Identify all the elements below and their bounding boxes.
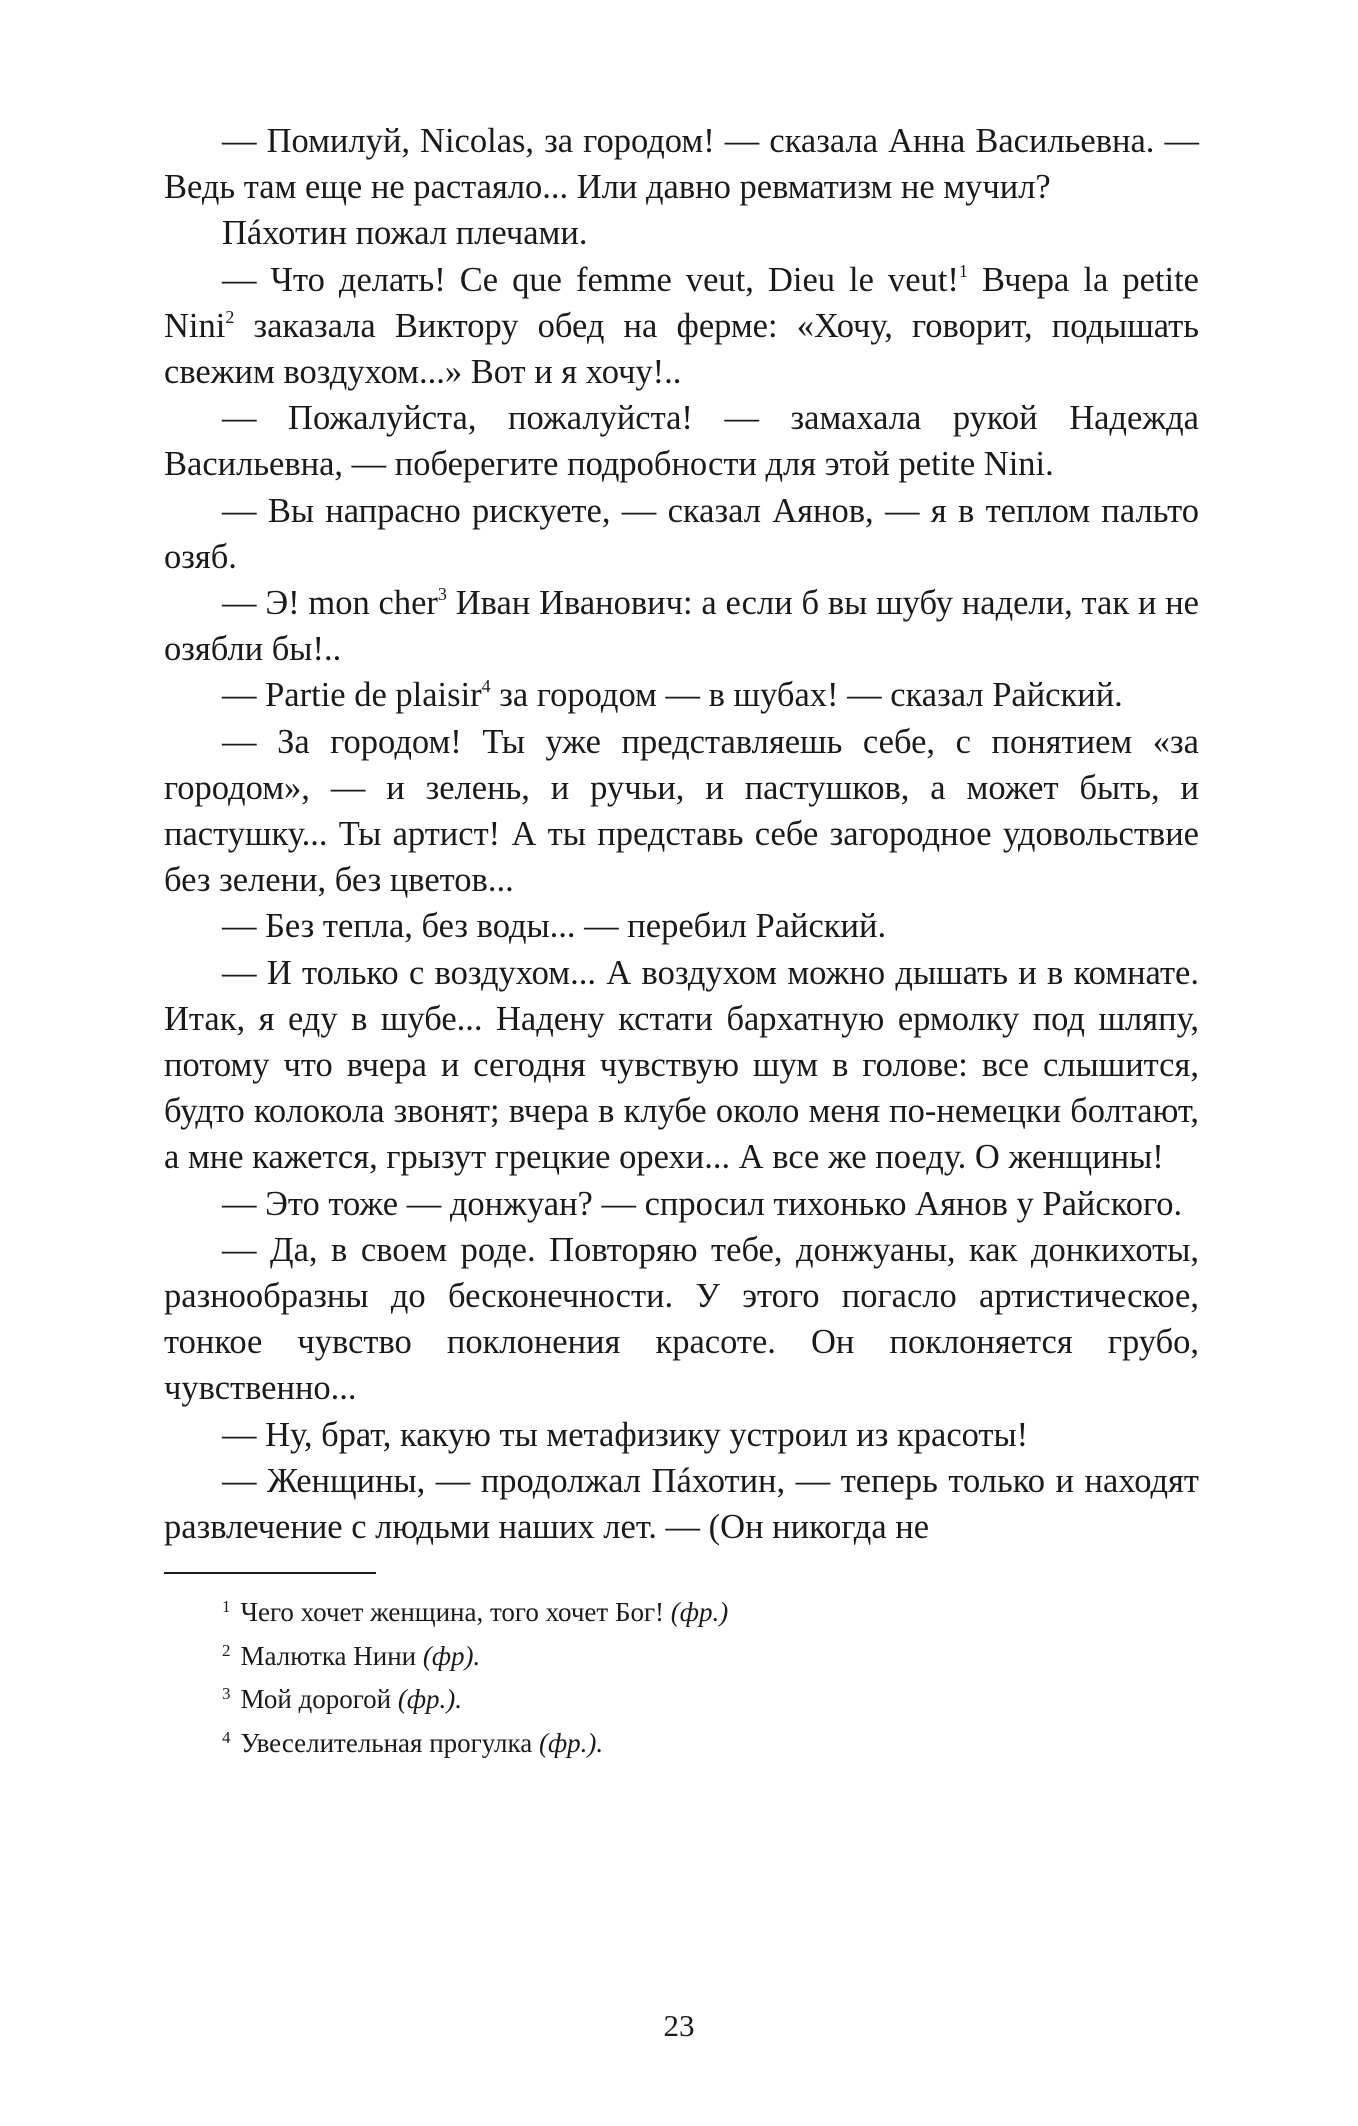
footnote-number: 4 xyxy=(222,1727,231,1747)
paragraph xyxy=(164,257,1199,396)
footnote-marker[interactable]: 4 xyxy=(481,676,491,697)
paragraph xyxy=(164,1458,1199,1550)
footnote xyxy=(164,1632,1199,1676)
footnote-text: Мой дорогой xyxy=(240,1684,398,1715)
page-number: 23 xyxy=(663,2008,695,2043)
text-run: за городом — в шубах! — сказал Райский. xyxy=(490,676,1123,715)
text-run: — И только с воздухом... А воздухом можно дышать и в комнате. Итак, я еду в шубе... Надену кстати бархатную ермолку под шляпу, потому что вчера и сегодня чувствую шум в голове: все слышится, будто колокола звонят; вчера в клубе около меня по-немецки болтают, а мне кажется, грызут грецкие орехи... А все же поеду. О женщины! xyxy=(164,953,1199,1177)
footnote-language-note: (фр.). xyxy=(538,1727,604,1758)
footnote-divider xyxy=(164,1572,376,1574)
footnote-number: 2 xyxy=(222,1640,231,1660)
footnote-marker[interactable]: 1 xyxy=(958,260,968,281)
footnote-language-note: (фр.). xyxy=(397,1684,463,1715)
text-run: — Пожалуйста, пожалуйста! — замахала рукой Надежда Васильевна, — поберегите подробности для этой petite Nini. xyxy=(164,399,1199,484)
text-run: заказала Виктору обед на ферме: «Хочу, говорит, подышать свежим воздухом...» Вот и я хочу!.. xyxy=(164,306,1199,392)
paragraph xyxy=(164,719,1199,904)
footnote-language-note: (фр). xyxy=(422,1640,481,1671)
text-run: — Ну, брат, какую ты метафизику устроил из красоты! xyxy=(222,1415,1029,1454)
text-run: — Женщины, — продолжал Пáхотин, — теперь только и находят развлечение с людьми наших лет. — (Он никогда не xyxy=(164,1461,1199,1547)
paragraph xyxy=(164,1227,1199,1412)
paragraph xyxy=(164,488,1199,580)
paragraph xyxy=(164,118,1199,210)
footnote-number: 1 xyxy=(222,1597,231,1617)
text-run: — Что делать! Ce que femme veut, Dieu le veut! xyxy=(222,260,959,299)
paragraph xyxy=(164,580,1199,672)
footnote xyxy=(164,1588,1199,1632)
footnote-text: Чего хочет женщина, того хочет Бог! xyxy=(240,1597,671,1628)
footnote-text: Увеселительная прогулка xyxy=(240,1727,539,1758)
footnote-text: Малютка Нини xyxy=(240,1640,423,1671)
paragraph xyxy=(164,903,1199,949)
footnote xyxy=(164,1675,1199,1719)
paragraph xyxy=(164,210,1199,256)
text-run: Иван Иванович: а если б вы шубу надели, так и не озябли бы!.. xyxy=(164,584,1199,669)
footnote-language-note: (фр.) xyxy=(670,1597,729,1628)
book-page xyxy=(164,118,1199,1762)
text-run: — Да, в своем роде. Повторяю тебе, донжуаны, как донкихоты, разнообразны до бесконечности. У этого погасло артистическое, тонкое чувство поклонения красоте. Он поклоняется грубо, чувственно... xyxy=(164,1230,1199,1408)
text-run: — Помилуй, Nicolas, за городом! — сказала Анна Васильевна. — Ведь там еще не растаяло... Или давно ревматизм не мучил? xyxy=(164,122,1199,207)
text-run: Пáхотин пожал плечами. xyxy=(222,214,588,253)
paragraph xyxy=(164,672,1199,718)
text-run: Вчера la petite Nini xyxy=(164,260,1199,345)
footnotes xyxy=(164,1588,1199,1762)
footnote-marker[interactable]: 2 xyxy=(225,306,235,327)
text-run: — За городом! Ты уже представляешь себе, с понятием «за городом», — и зелень, и ручьи, и пастушков, а может быть, и пастушку... Ты артист! А ты представь себе загородное удовольствие без зелени, без цветов... xyxy=(164,722,1199,900)
body-text xyxy=(164,118,1199,1550)
footnote-marker[interactable]: 3 xyxy=(437,584,447,605)
footnote-number: 3 xyxy=(222,1684,231,1704)
text-run: — Вы напрасно рискуете, — сказал Аянов, — я в теплом пальто озяб. xyxy=(164,491,1199,576)
text-run: — Э! mon cher xyxy=(222,584,438,623)
paragraph xyxy=(164,1412,1199,1458)
text-run: — Это тоже — донжуан? — спросил тихонько Аянов у Райского. xyxy=(222,1184,1183,1223)
footnote xyxy=(164,1719,1199,1763)
text-run: — Без тепла, без воды... — перебил Райский. xyxy=(222,907,887,946)
paragraph xyxy=(164,395,1199,487)
paragraph xyxy=(164,950,1199,1181)
text-run: — Partie de plaisir xyxy=(222,676,482,715)
paragraph xyxy=(164,1181,1199,1227)
